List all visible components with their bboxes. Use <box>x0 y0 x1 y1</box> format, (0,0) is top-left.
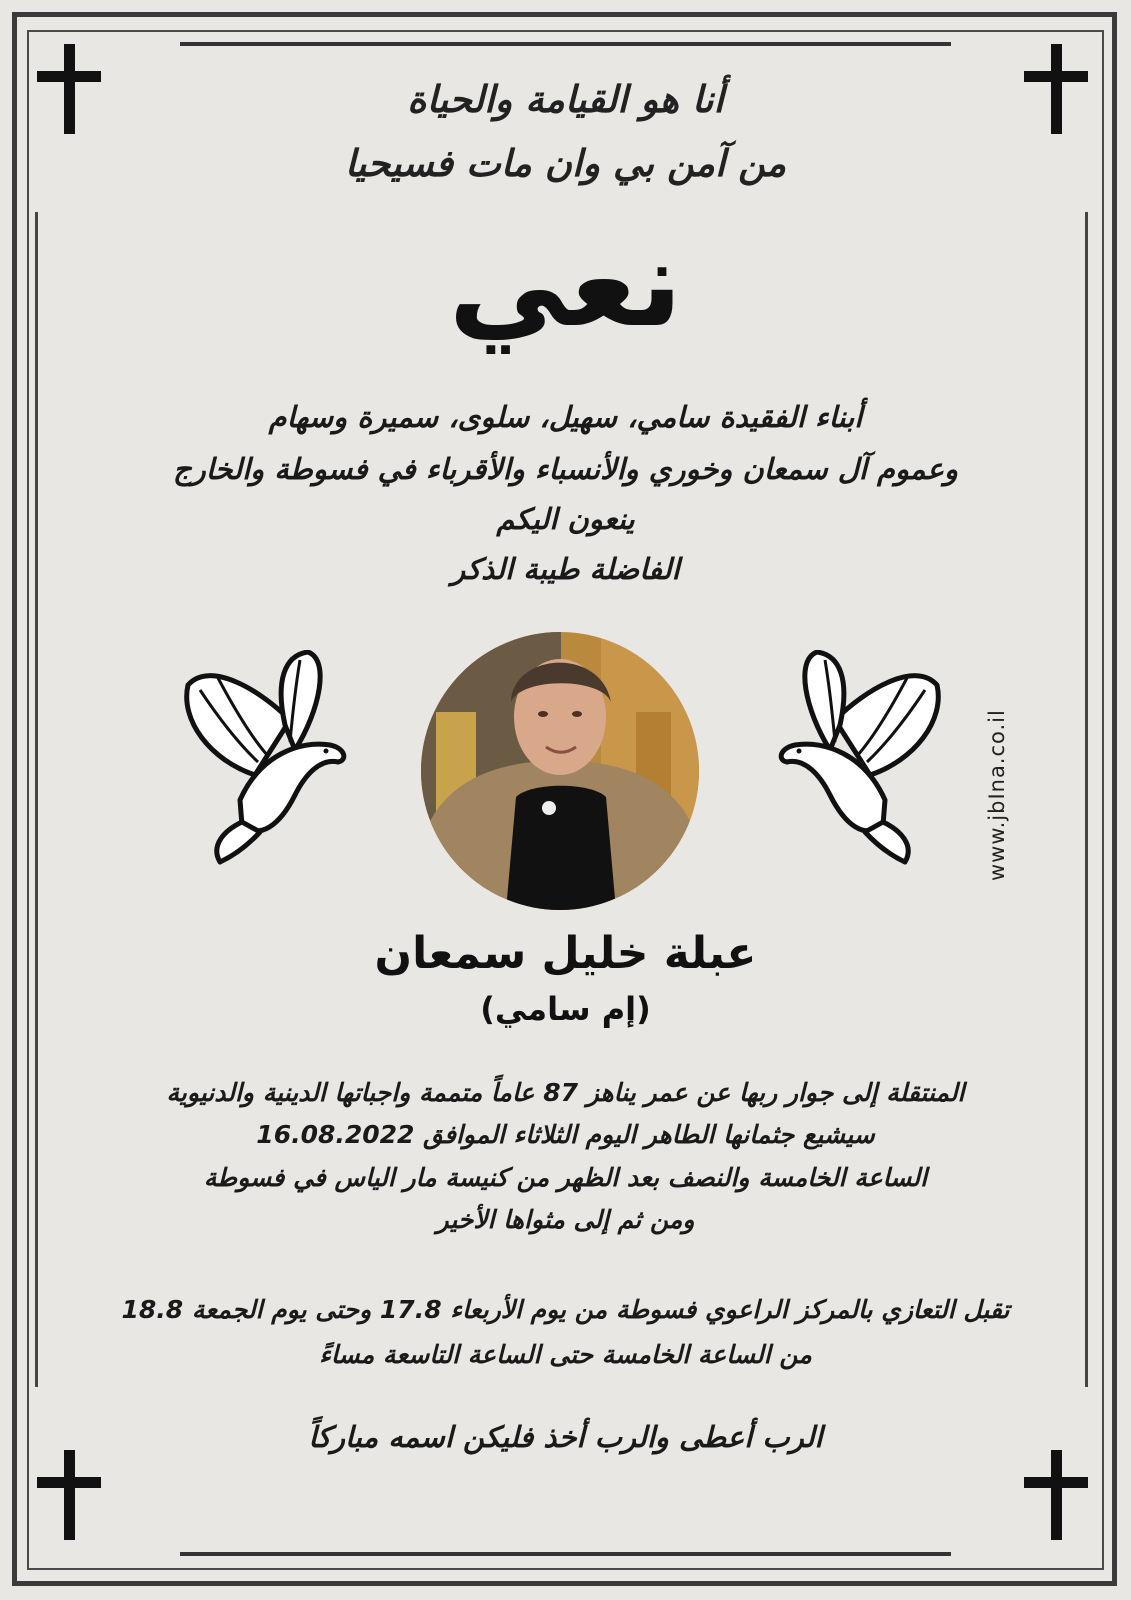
website-credit: www.jbIna.co.il <box>985 709 1009 881</box>
announcement-line-2: وعموم آل سمعان وخوري والأنسباء والأقرباء في فسوطة والخارج <box>172 452 959 486</box>
details-line-1: المنتقلة إلى جوار ربها عن عمر يناهز 87 عاماً متممة واجباتها الدينية والدنيوية <box>166 1078 965 1107</box>
announcement-line-4: الفاضلة طيبة الذكر <box>451 552 680 586</box>
condolences-line-2: من الساعة الخامسة حتى الساعة التاسعة مساءً <box>319 1340 812 1369</box>
verse-line-1: أنا هو القيامة والحياة <box>407 78 724 121</box>
condolences-line-1: تقبل التعازي بالمركز الراعوي فسوطة من يوم الأربعاء 17.8 وحتى يوم الجمعة 18.8 <box>121 1295 1010 1324</box>
cross-icon-bottom-right <box>1024 1450 1088 1540</box>
top-divider <box>180 42 951 46</box>
closing-verse: الرب أعطى والرب أخذ فليكن اسمه مباركاً <box>308 1420 823 1454</box>
deceased-name: عبلة خليل سمعان <box>374 928 757 979</box>
details-line-4: ومن ثم إلى مثواها الأخير <box>436 1205 695 1234</box>
announcement-line-3: ينعون اليكم <box>496 502 635 536</box>
details-line-3: الساعة الخامسة والنصف بعد الظهر من كنيسة مار الياس في فسوطة <box>203 1163 928 1192</box>
cross-icon-bottom-left <box>37 1450 101 1540</box>
dove-icon-right <box>770 650 945 880</box>
portrait-photo <box>421 632 699 910</box>
bottom-divider <box>180 1552 951 1556</box>
verse-line-2: من آمن بي وان مات فسيحيا <box>344 142 787 185</box>
announcement-line-1: أبناء الفقيدة سامي، سهيل، سلوى، سميرة وسهام <box>268 400 863 434</box>
deceased-nickname: (إم سامي) <box>480 990 651 1028</box>
details-line-2: سيشيع جثمانها الطاهر اليوم الثلاثاء الموافق 16.08.2022 <box>256 1120 875 1149</box>
page-title: نعي <box>448 215 683 354</box>
dove-icon-left <box>180 650 355 880</box>
